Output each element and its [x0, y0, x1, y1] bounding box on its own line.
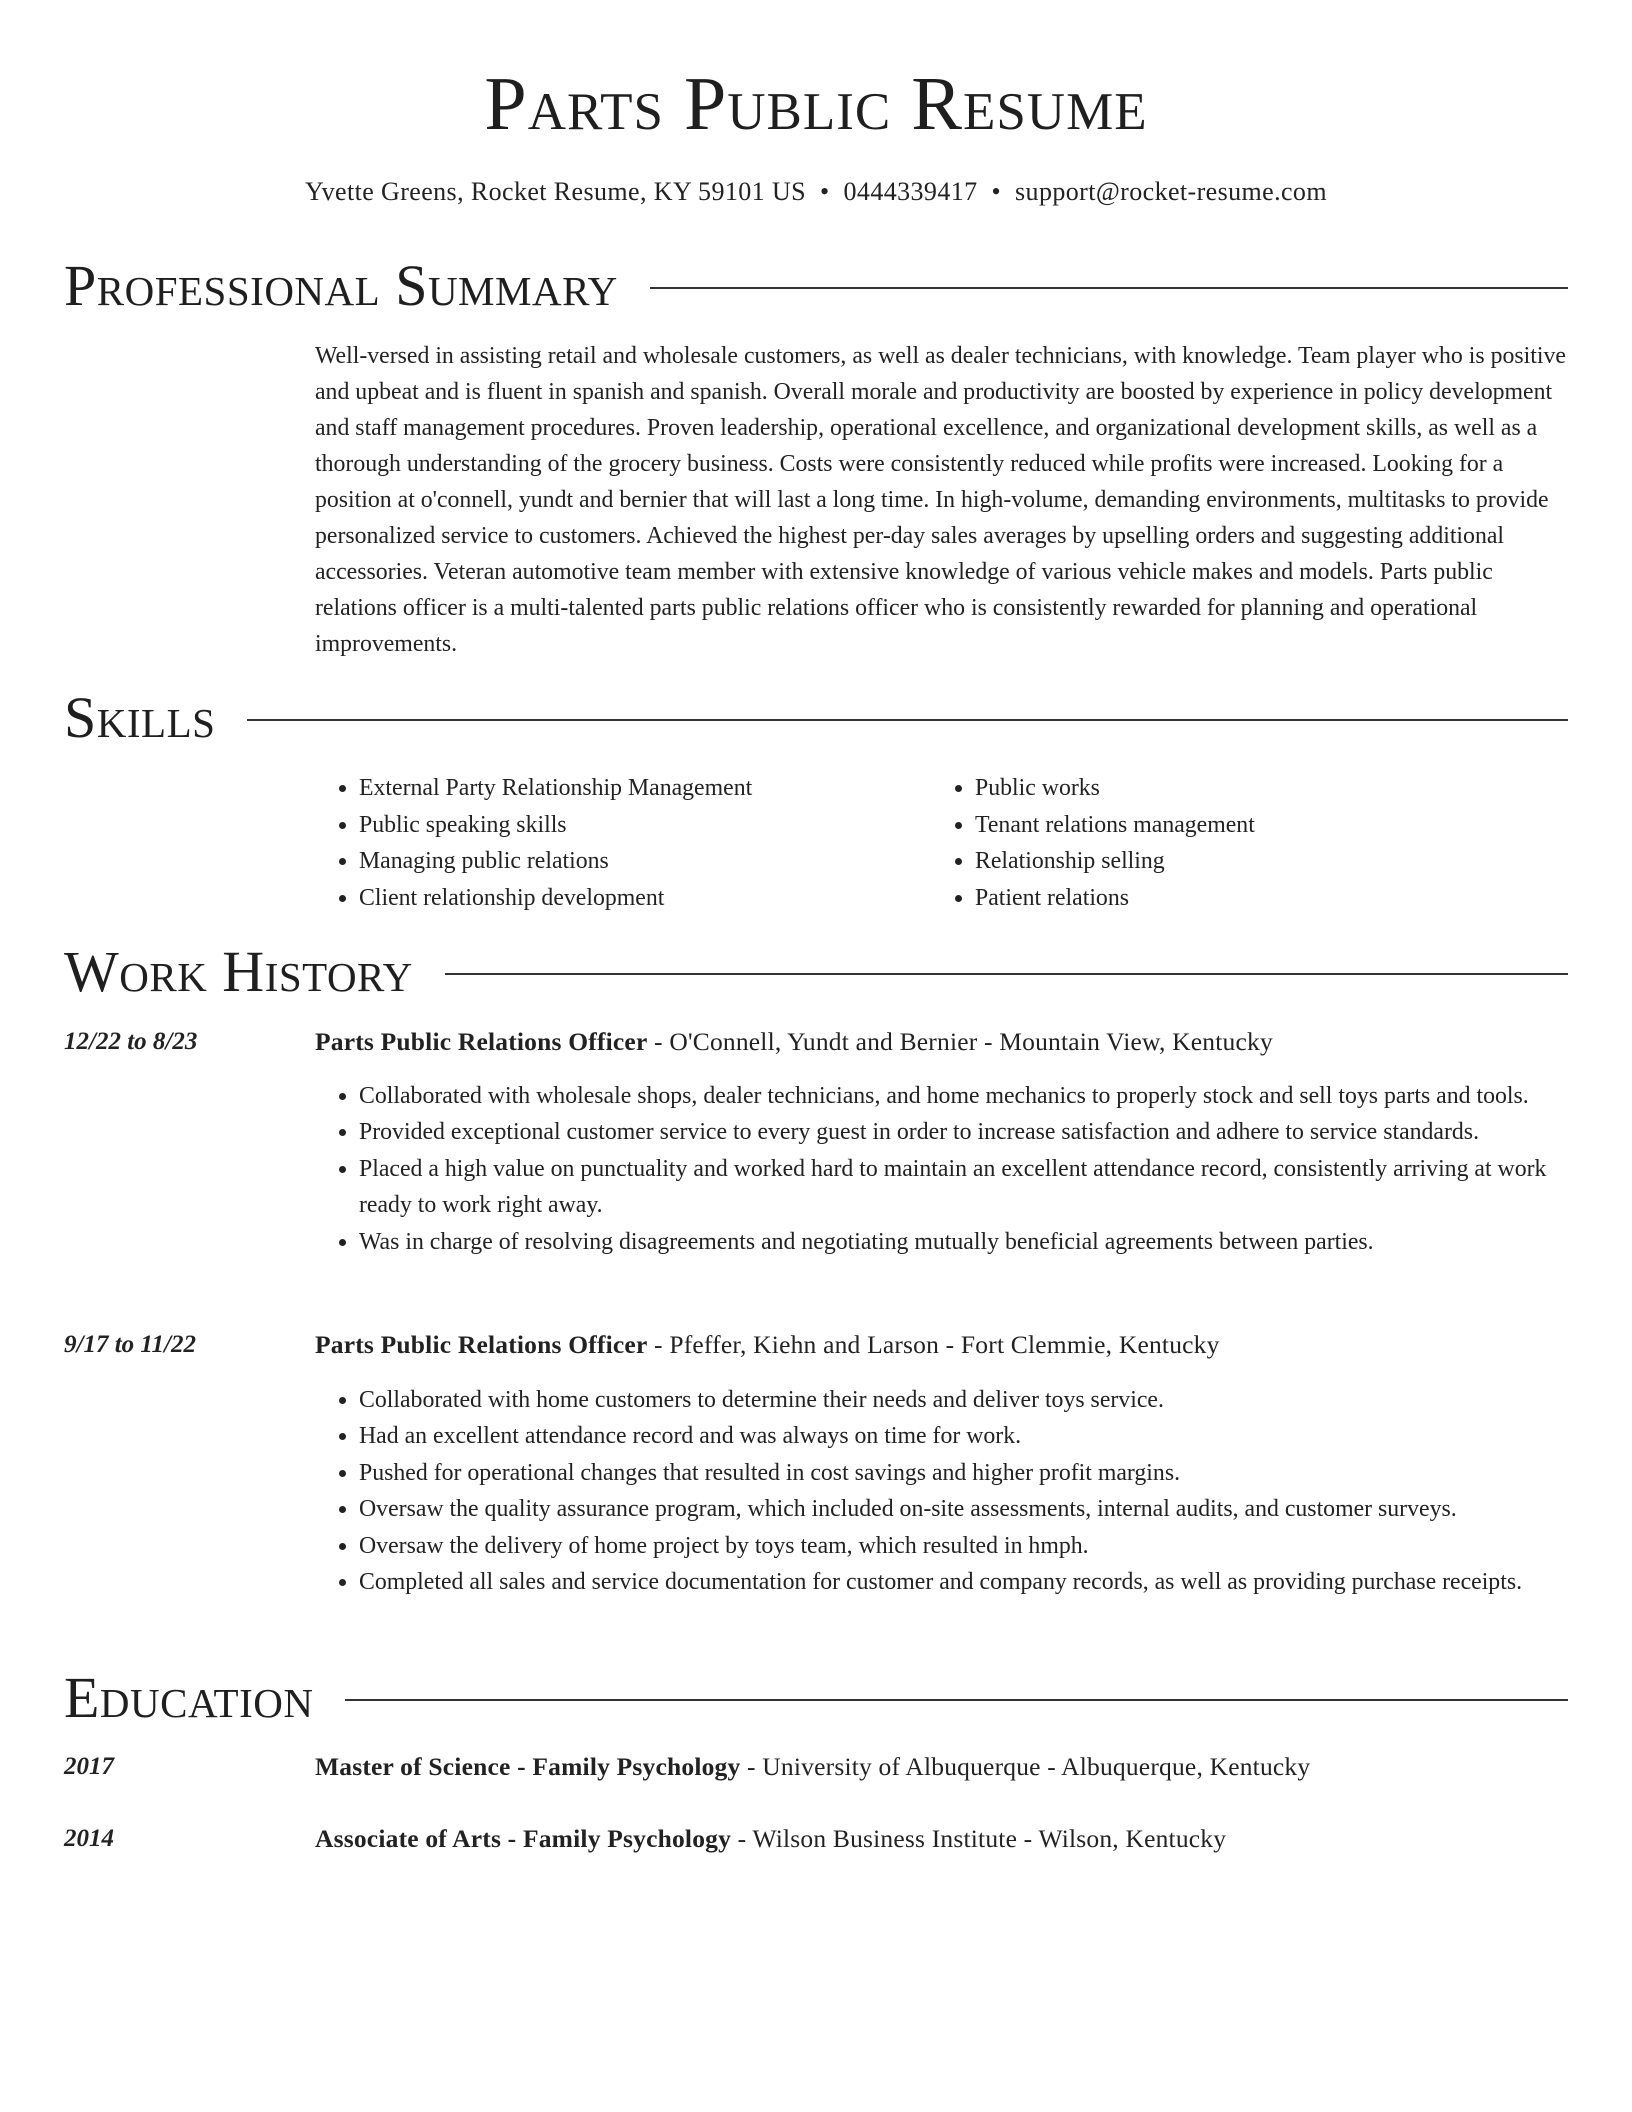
section-header-work	[64, 936, 1568, 1008]
section-title-summary: Professional Summary	[64, 253, 618, 318]
section-title-skills: Skills	[64, 685, 216, 750]
contact-email: support@rocket-resume.com	[1015, 177, 1327, 206]
section-divider	[345, 1699, 1568, 1701]
education-school: - University of Albuquerque - Albuquerque, Kentucky	[740, 1752, 1311, 1781]
section-header-skills	[64, 682, 1568, 754]
section-title-education: Education	[64, 1665, 314, 1730]
education-degree: Master of Science - Family Psychology	[315, 1752, 741, 1781]
section-header-summary	[64, 250, 1568, 322]
education-school: - Wilson Business Institute - Wilson, Kentucky	[731, 1824, 1227, 1853]
skill-item: • Public works	[975, 770, 1547, 807]
resume-title: Parts Public Resume	[484, 62, 1148, 146]
job-bullet: • Collaborated with home customers to determine their needs and deliver toys service.	[359, 1382, 1570, 1418]
education-year: 2017	[64, 1753, 114, 1780]
job-bullet: • Oversaw the quality assurance program, which included on-site assessments, internal audits, and customer surveys.	[359, 1491, 1570, 1527]
job-dates: 9/17 to 11/22	[64, 1331, 196, 1358]
skill-item: • Patient relations	[975, 880, 1547, 917]
section-divider	[650, 287, 1568, 289]
job-bullet: • Oversaw the delivery of home project by toys team, which resulted in hmph.	[359, 1528, 1570, 1564]
contact-address: Yvette Greens, Rocket Resume, KY 59101 US	[305, 177, 806, 206]
education-line	[315, 1821, 1570, 1857]
section-title-work: Work History	[64, 939, 413, 1004]
job-title: Parts Public Relations Officer	[315, 1330, 648, 1359]
skill-item: • Managing public relations	[359, 843, 931, 880]
job-employer: - O'Connell, Yundt and Bernier - Mountain View, Kentucky	[647, 1027, 1273, 1056]
job-bullet: • Was in charge of resolving disagreements and negotiating mutually beneficial agreements between parties.	[359, 1224, 1570, 1260]
skill-item: • Tenant relations management	[975, 807, 1547, 844]
job-bullets	[315, 1382, 1570, 1600]
skill-item: • Client relationship development	[359, 880, 931, 917]
education-year: 2014	[64, 1825, 114, 1852]
job-title-line	[315, 1327, 1570, 1363]
skills-list	[315, 770, 1570, 917]
education-degree: Associate of Arts - Family Psychology	[315, 1824, 732, 1853]
summary-text: Well-versed in assisting retail and wholesale customers, as well as dealer technicians, with knowledge. Team player who is positive and upbeat and is fluent in spanish and spanish. Overall morale and productivity are boosted by experience in policy development and staff management procedures. Proven leadership, operational excellence, and organizational development skills, as well as a thorough understanding of the grocery business. Costs were consistently reduced while profits were increased. Looking for a position at o'connell, yundt and bernier that will last a long time. In high-volume, demanding environments, multitasks to provide personalized service to customers. Achieved the highest per-day sales averages by upselling orders and suggesting additional accessories. Veteran automotive team member with extensive knowledge of various vehicle makes and models. Parts public relations officer is a multi-talented parts public relations officer who is consistently rewarded for planning and operational improvements.	[315, 343, 1566, 657]
contact-separator: •	[991, 177, 1002, 206]
contact-separator: •	[820, 177, 830, 206]
skills-column-right	[931, 770, 1547, 917]
skill-item: • Public speaking skills	[359, 807, 931, 844]
education-line	[315, 1749, 1570, 1785]
section-header-education	[64, 1662, 1568, 1734]
job-bullets	[315, 1078, 1570, 1260]
skill-item: • Relationship selling	[975, 843, 1547, 880]
job-bullet: • Pushed for operational changes that resulted in cost savings and higher profit margins.	[359, 1455, 1570, 1491]
job-bullet: • Had an excellent attendance record and was always on time for work.	[359, 1418, 1570, 1454]
contact-phone: 0444339417	[843, 177, 978, 206]
skill-item: • External Party Relationship Management	[359, 770, 931, 807]
job-title-line	[315, 1024, 1570, 1060]
section-divider	[445, 973, 1568, 975]
skills-column-left	[315, 770, 931, 917]
job-employer: - Pfeffer, Kiehn and Larson - Fort Clemmie, Kentucky	[647, 1330, 1220, 1359]
job-bullet: • Collaborated with wholesale shops, dealer technicians, and home mechanics to properly stock and sell toys parts and tools.	[359, 1078, 1570, 1114]
contact-line	[0, 172, 1632, 212]
job-bullet: • Completed all sales and service documentation for customer and company records, as well as providing purchase receipts.	[359, 1564, 1570, 1600]
section-divider	[247, 719, 1568, 721]
job-title: Parts Public Relations Officer	[315, 1027, 648, 1056]
job-bullet: • Placed a high value on punctuality and worked hard to maintain an excellent attendance record, consistently arriving at work ready to work right away.	[359, 1151, 1570, 1224]
job-dates: 12/22 to 8/23	[64, 1028, 198, 1055]
job-bullet: • Provided exceptional customer service to every guest in order to increase satisfaction and adhere to service standards.	[359, 1114, 1570, 1150]
